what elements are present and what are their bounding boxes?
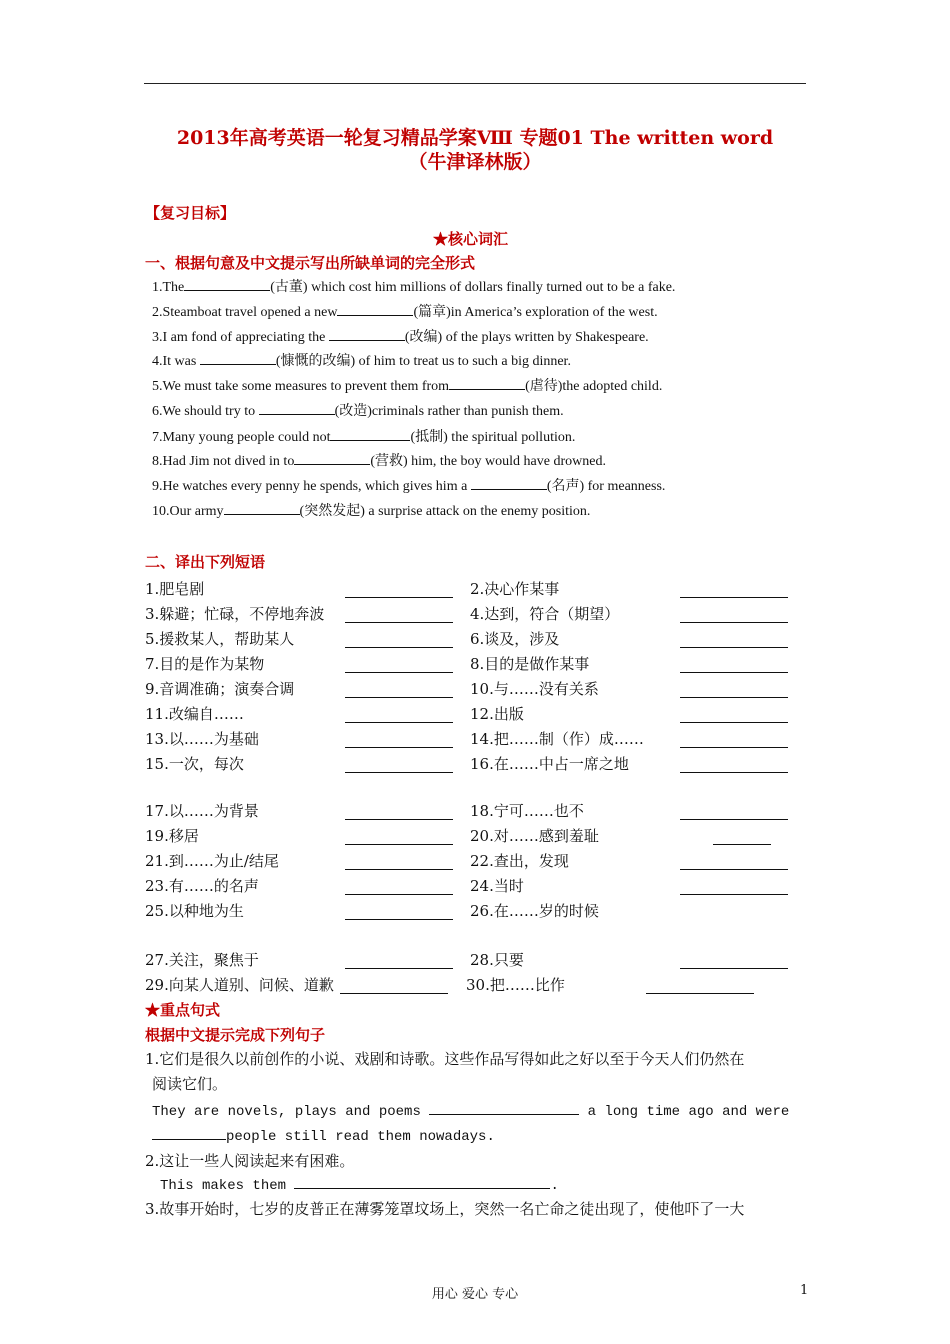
- answer-line[interactable]: [713, 844, 771, 845]
- core-vocab-heading: ★核心词汇: [433, 230, 509, 248]
- answer-blank[interactable]: [200, 350, 276, 365]
- answer-line[interactable]: [345, 647, 453, 648]
- answer-line[interactable]: [345, 747, 453, 748]
- phrase-item: 8.目的是做作某事: [470, 655, 590, 673]
- phrase-item: 24.当时: [470, 877, 524, 895]
- page-number: 1: [800, 1283, 809, 1298]
- phrase-item: 28.只要: [470, 951, 524, 969]
- answer-line[interactable]: [345, 672, 453, 673]
- fill-item-7: 7.Many young people could not (抵制) the spiritual pollution.: [152, 426, 575, 446]
- answer-line[interactable]: [345, 697, 453, 698]
- answer-line[interactable]: [680, 968, 788, 969]
- phrase-item: 25.以种地为生: [145, 902, 244, 920]
- answer-line[interactable]: [680, 672, 788, 673]
- answer-line[interactable]: [680, 772, 788, 773]
- phrase-item: 9.音调准确；演奏合调: [145, 680, 295, 698]
- phrase-item: 2.决心作某事: [470, 580, 560, 598]
- answer-blank[interactable]: [294, 450, 370, 465]
- sentence-2-chinese: 2.这让一些人阅读起来有困难。: [145, 1152, 355, 1170]
- fill-item-1: 1.The (古董) which cost him millions of dollars finally turned out to be a fake.: [152, 276, 675, 296]
- answer-blank[interactable]: [184, 276, 270, 291]
- answer-line[interactable]: [680, 622, 788, 623]
- phrase-item: 4.达到，符合（期望）: [470, 605, 620, 623]
- answer-blank[interactable]: [294, 1174, 550, 1189]
- answer-line[interactable]: [680, 697, 788, 698]
- fill-item-10: 10.Our army (突然发起) a surprise attack on the enemy position.: [152, 500, 590, 520]
- page-title: 2013年高考英语一轮复习精品学案Ⅷ 专题01 The written word: [176, 127, 774, 149]
- answer-line[interactable]: [345, 597, 453, 598]
- phrase-item: 30.把……比作: [466, 976, 565, 994]
- phrase-item: 29.向某人道别、问候、道歉: [145, 976, 334, 994]
- answer-line[interactable]: [345, 844, 453, 845]
- answer-blank[interactable]: [224, 500, 300, 515]
- page-subtitle: （牛津译林版）: [408, 151, 542, 173]
- phrase-item: 16.在……中占一席之地: [470, 755, 629, 773]
- phrase-item: 17.以……为背景: [145, 802, 259, 820]
- part2-heading: 二、译出下列短语: [145, 553, 266, 571]
- fill-item-6: 6.We should try to (改造)criminals rather than punish them.: [152, 400, 564, 420]
- phrase-item: 3.躲避；忙碌，不停地奔波: [145, 605, 325, 623]
- answer-line[interactable]: [345, 968, 453, 969]
- fill-item-8: 8.Had Jim not dived in to (营救) him, the boy would have drowned.: [152, 450, 606, 470]
- fill-item-4: 4.It was (慷慨的改编) of him to treat us to such a big dinner.: [152, 350, 571, 370]
- top-rule: [144, 83, 806, 84]
- sentence-1-chinese-cont: 阅读它们。: [152, 1075, 228, 1093]
- answer-line[interactable]: [345, 722, 453, 723]
- footer-text: 用心 爱心 专心: [431, 1287, 519, 1302]
- answer-blank[interactable]: [329, 326, 405, 341]
- answer-line[interactable]: [345, 622, 453, 623]
- answer-line[interactable]: [345, 894, 453, 895]
- sentence-2-english: This makes them .: [160, 1174, 559, 1194]
- answer-line[interactable]: [680, 647, 788, 648]
- answer-line[interactable]: [646, 993, 754, 994]
- phrase-item: 15.一次，每次: [145, 755, 244, 773]
- key-sentences-heading: ★重点句式: [145, 1001, 221, 1019]
- sentence-1-english-cont: people still read them nowadays.: [152, 1125, 495, 1145]
- answer-line[interactable]: [680, 722, 788, 723]
- fill-item-5: 5.We must take some measures to prevent them from (虐待)the adopted child.: [152, 375, 662, 395]
- answer-line[interactable]: [345, 772, 453, 773]
- phrase-item: 14.把……制（作）成……: [470, 730, 644, 748]
- fill-item-3: 3.I am fond of appreciating the (改编) of the plays written by Shakespeare.: [152, 326, 649, 346]
- fill-item-2: 2.Steamboat travel opened a new (篇章)in America’s exploration of the west.: [152, 301, 658, 321]
- answer-line[interactable]: [680, 819, 788, 820]
- sentence-1-english: They are novels, plays and poems a long time ago and were: [152, 1100, 789, 1120]
- phrase-item: 5.援救某人，帮助某人: [145, 630, 295, 648]
- phrase-item: 23.有……的名声: [145, 877, 259, 895]
- phrase-item: 22.查出，发现: [470, 852, 569, 870]
- phrase-item: 13.以……为基础: [145, 730, 259, 748]
- sentence-1-chinese: 1.它们是很久以前创作的小说、戏剧和诗歌。这些作品写得如此之好以至于今天人们仍然在: [145, 1050, 745, 1068]
- phrase-item: 7.目的是作为某物: [145, 655, 265, 673]
- phrase-item: 10.与……没有关系: [470, 680, 599, 698]
- phrase-item: 1.肥皂剧: [145, 580, 205, 598]
- answer-line[interactable]: [680, 894, 788, 895]
- answer-blank[interactable]: [337, 301, 413, 316]
- phrase-item: 21.到……为止/结尾: [145, 852, 279, 870]
- key-sentences-subheading: 根据中文提示完成下列句子: [145, 1026, 326, 1044]
- answer-line[interactable]: [345, 869, 453, 870]
- phrase-item: 26.在……岁的时候: [470, 902, 599, 920]
- answer-blank[interactable]: [449, 375, 525, 390]
- phrase-item: 20.对……感到羞耻: [470, 827, 599, 845]
- phrase-item: 18.宁可……也不: [470, 802, 584, 820]
- answer-line[interactable]: [680, 597, 788, 598]
- fill-item-9: 9.He watches every penny he spends, which gives him a (名声) for meanness.: [152, 475, 665, 495]
- answer-blank[interactable]: [471, 475, 547, 490]
- phrase-item: 12.出版: [470, 705, 524, 723]
- answer-line[interactable]: [680, 869, 788, 870]
- answer-blank[interactable]: [429, 1100, 579, 1115]
- phrase-item: 19.移居: [145, 827, 199, 845]
- review-goal-heading: 【复习目标】: [145, 204, 236, 222]
- phrase-item: 6.谈及，涉及: [470, 630, 560, 648]
- answer-blank[interactable]: [152, 1125, 226, 1140]
- answer-line[interactable]: [345, 819, 453, 820]
- answer-line[interactable]: [680, 747, 788, 748]
- answer-blank[interactable]: [259, 400, 335, 415]
- answer-line[interactable]: [345, 919, 453, 920]
- phrase-item: 11.改编自……: [145, 705, 244, 723]
- phrase-item: 27.关注，聚焦于: [145, 951, 259, 969]
- sentence-3-chinese: 3.故事开始时，七岁的皮普正在薄雾笼罩坟场上，突然一名亡命之徒出现了，使他吓了一大: [145, 1200, 745, 1218]
- part1-heading: 一、根据句意及中文提示写出所缺单词的完全形式: [145, 254, 476, 272]
- answer-line[interactable]: [340, 993, 448, 994]
- answer-blank[interactable]: [330, 426, 410, 441]
